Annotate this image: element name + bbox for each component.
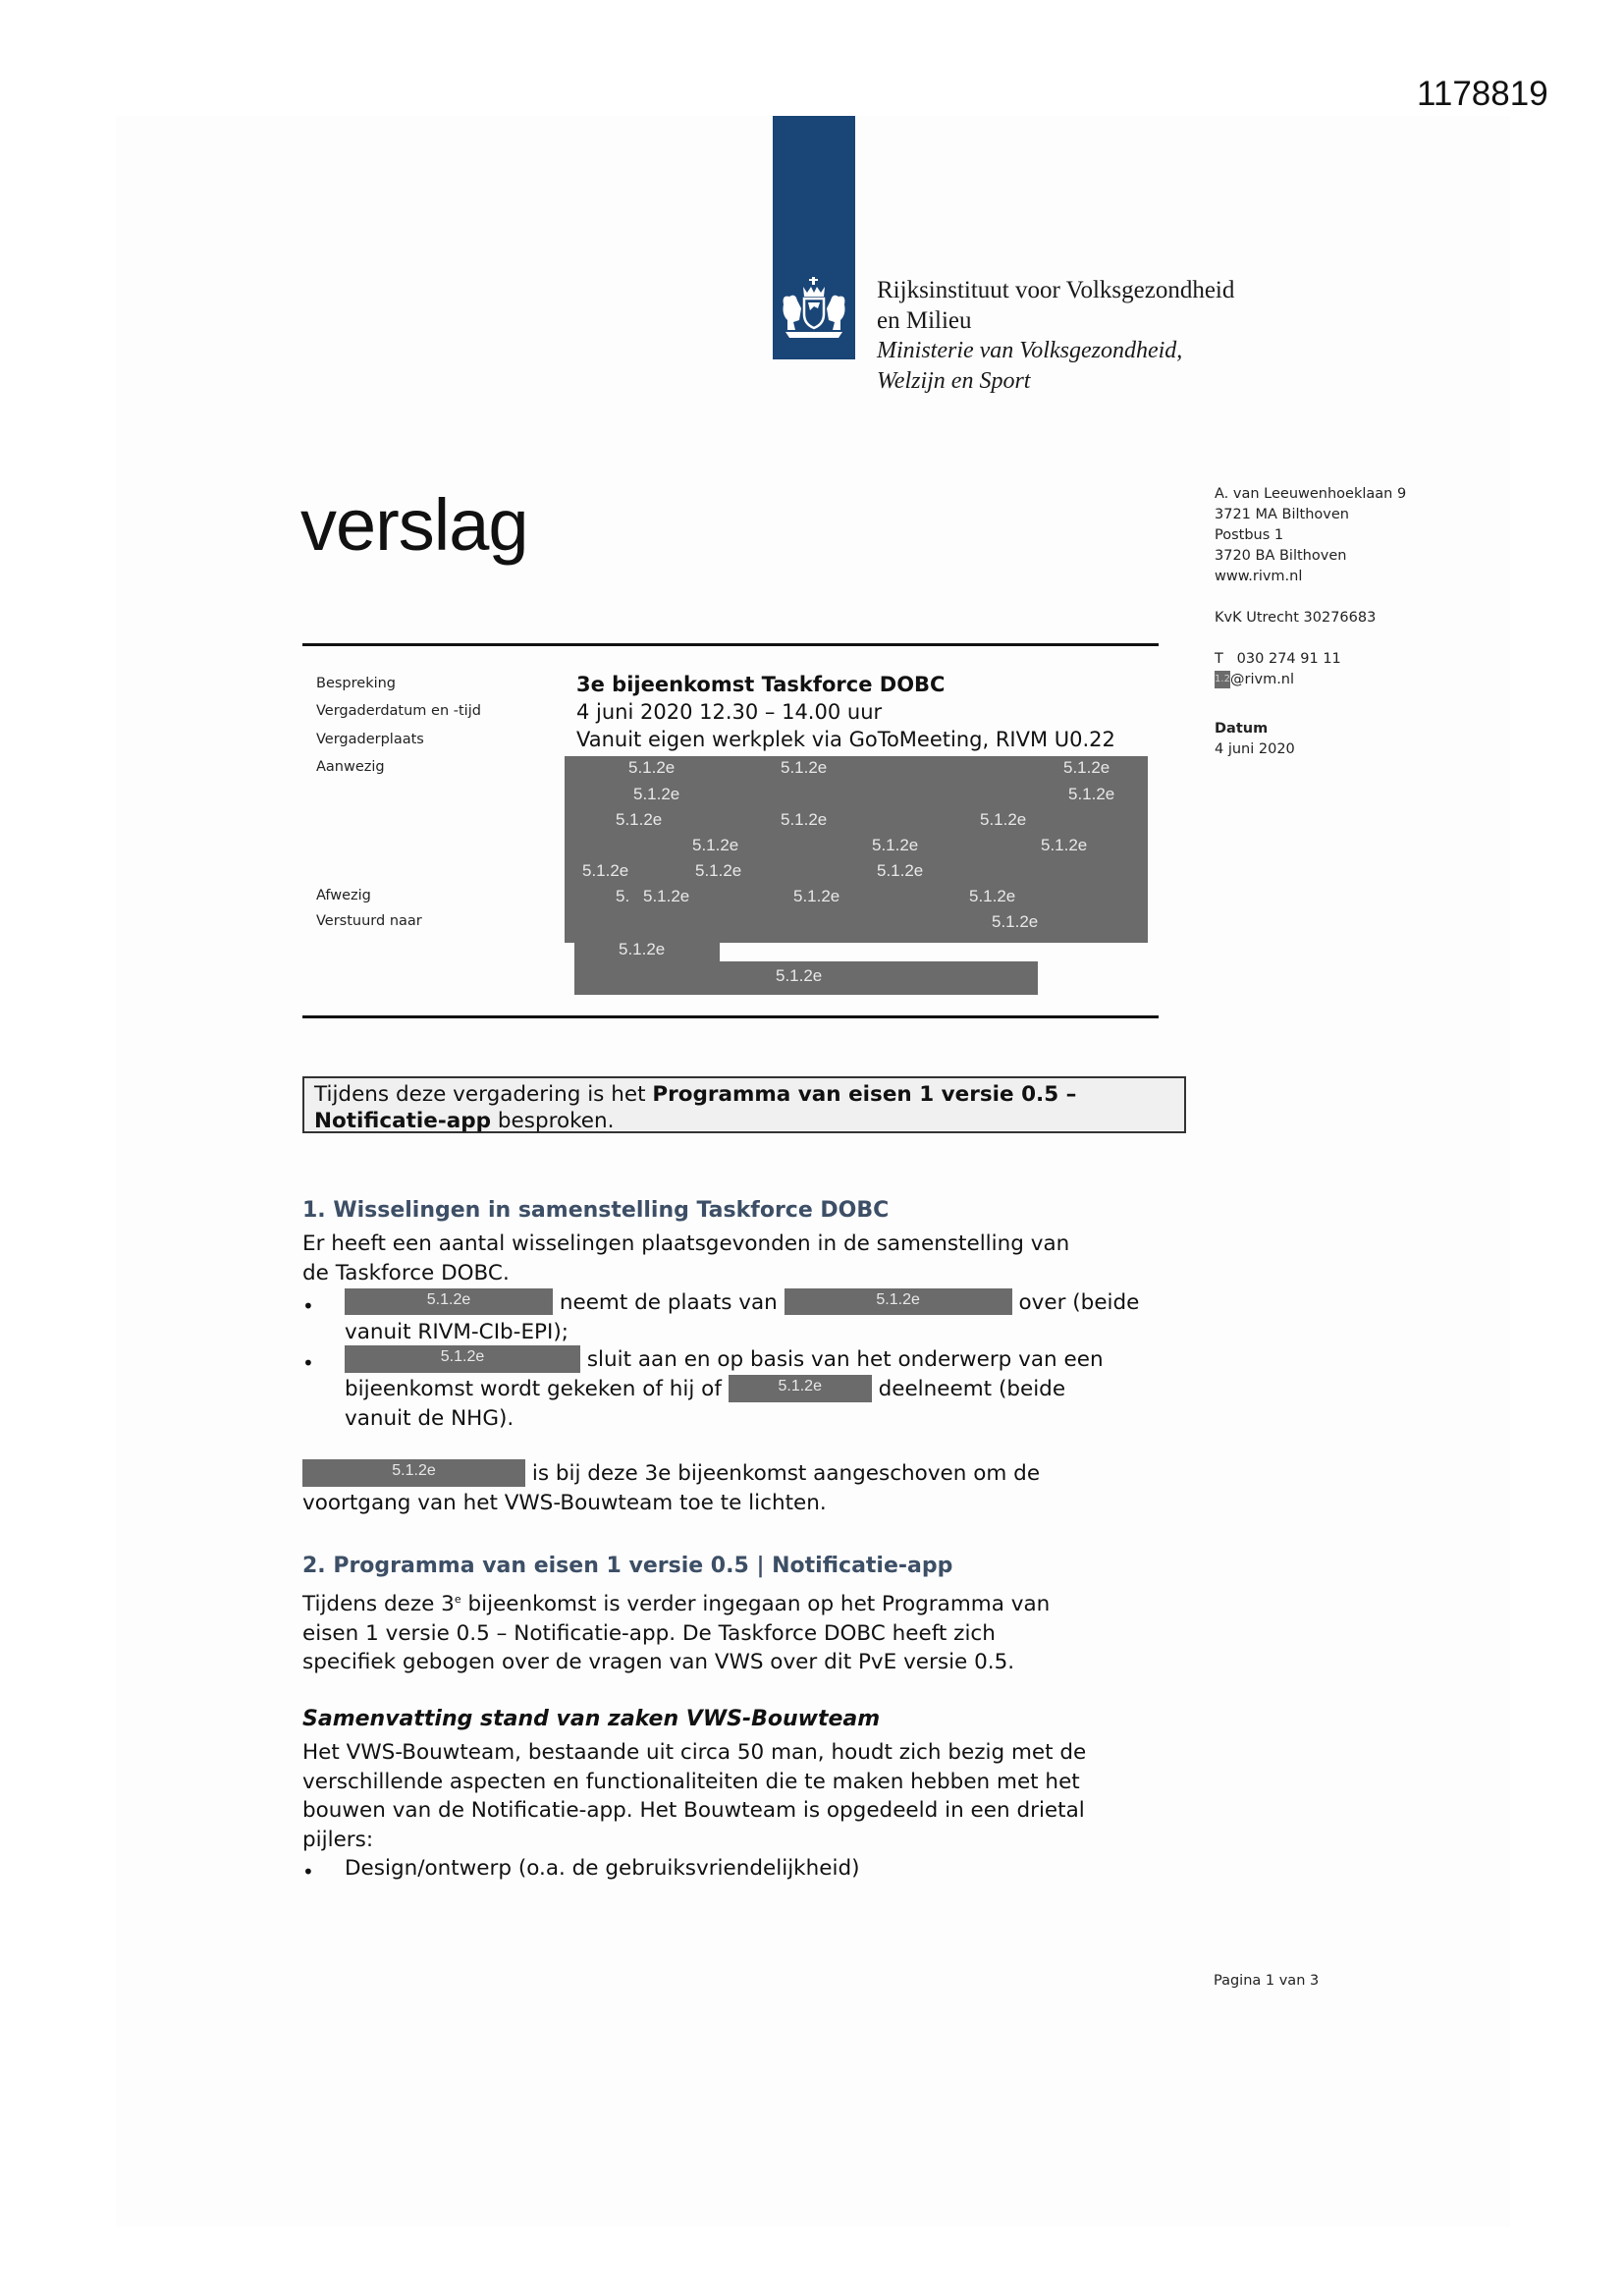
section1-para: 5.1.2e is bij deze 3e bijeenkomst aangeschoven om de	[302, 1459, 1040, 1489]
label-verstuurd: Verstuurd naar	[316, 913, 422, 929]
inline-redaction: 5.1.2e	[785, 1288, 1012, 1315]
section1-heading: 1. Wisselingen in samenstelling Taskforce DOBC	[302, 1198, 890, 1223]
summary-box: Tijdens deze vergadering is het Programma van eisen 1 versie 0.5 – Notificatie-app besproken.	[302, 1076, 1186, 1133]
section3-body: Het VWS-Bouwteam, bestaande uit circa 50 man, houdt zich bezig met de verschillende aspecten en functionaliteiten die te maken hebben met het bouwen van de Notificatie-app. Het Bouwteam is opgedeeld in een drietal pijlers:	[302, 1740, 1087, 1852]
redaction-code: 5.1.2e	[872, 836, 919, 854]
redaction-code: 5.1.2e	[1068, 785, 1115, 803]
section1-para-line2: voortgang van het VWS-Bouwteam toe te lichten.	[302, 1491, 827, 1515]
section3-bullet1: Design/ontwerp (o.a. de gebruiksvriendelijkheid)	[345, 1856, 860, 1881]
address-street: A. van Leeuwenhoeklaan 9	[1215, 486, 1407, 502]
label-aanwezig: Aanwezig	[316, 759, 385, 775]
section3-heading: Samenvatting stand van zaken VWS-Bouwteam	[302, 1707, 881, 1731]
address-postcode: 3721 MA Bilthoven	[1215, 507, 1349, 522]
redaction-code: 5.1.2e	[643, 887, 690, 905]
redaction-code: 5.1.2e	[877, 861, 924, 880]
section2-body: Tijdens deze 3e bijeenkomst is verder ingegaan op het Programma van eisen 1 versie 0.5 – Notificatie-app. De Taskforce DOBC heeft zich specifiek gebogen over de vragen van VWS over dit PvE versie 0.5.	[302, 1592, 1051, 1675]
redaction-code: 5.1.2e	[628, 758, 676, 777]
address-website: www.rivm.nl	[1215, 569, 1303, 584]
redaction-code: 5.1.2e	[793, 887, 840, 905]
meeting-title: 3e bijeenkomst Taskforce DOBC	[576, 673, 946, 696]
redaction-code: 5.1.2e	[781, 810, 828, 829]
redaction-code: 5.1.2e	[633, 785, 680, 803]
email-redaction: 1.2	[1215, 671, 1230, 688]
document-type-title: verslag	[300, 484, 528, 566]
org-name-line2: en Milieu	[877, 307, 972, 334]
section1-bullet2: 5.1.2e sluit aan en op basis van het onderwerp van een	[345, 1345, 1104, 1375]
ministry-line1: Ministerie van Volksgezondheid,	[877, 338, 1183, 363]
address-postbus-city: 3720 BA Bilthoven	[1215, 548, 1347, 564]
document-number: 1178819	[1417, 75, 1548, 113]
bottom-divider	[302, 1015, 1159, 1018]
label-plaats: Vergaderplaats	[316, 732, 424, 747]
redaction-code: 5.1.2e	[582, 861, 629, 880]
redaction-code: 5.1.2e	[969, 887, 1016, 905]
inline-redaction: 5.1.2e	[345, 1345, 580, 1373]
redaction-code: 5.1.2e	[695, 861, 742, 880]
address-postbus: Postbus 1	[1215, 527, 1284, 543]
page-number: Pagina 1 van 3	[1214, 1973, 1320, 1989]
section1-bullet2-line3: vanuit de NHG).	[345, 1406, 514, 1431]
bullet-icon: •	[302, 1860, 314, 1884]
redaction-code: 5.1.2e	[992, 912, 1039, 931]
redaction-code: 5.1.2e	[619, 940, 666, 958]
redaction-code-partial: 5.	[616, 887, 630, 905]
redaction-code: 5.1.2e	[692, 836, 739, 854]
address-phone: T 030 274 91 11	[1215, 651, 1341, 667]
redaction-code: 5.1.2e	[1063, 758, 1110, 777]
label-datum-tijd: Vergaderdatum en -tijd	[316, 703, 481, 719]
section1-bullet1-cont: vanuit RIVM-CIb-EPI);	[345, 1320, 568, 1344]
bullet-icon: •	[302, 1351, 314, 1375]
page-scan-area	[116, 116, 1510, 2227]
address-block	[1215, 484, 1406, 760]
meeting-location: Vanuit eigen werkplek via GoToMeeting, RIVM U0.22	[576, 728, 1115, 751]
inline-redaction: 5.1.2e	[302, 1459, 525, 1487]
coat-of-arms-icon	[778, 275, 850, 344]
redaction-code: 5.1.2e	[980, 810, 1027, 829]
inline-redaction: 5.1.2e	[345, 1288, 553, 1315]
date-value: 4 juni 2020	[1215, 741, 1295, 757]
meeting-datetime: 4 juni 2020 12.30 – 14.00 uur	[576, 700, 883, 724]
address-email: 1.2@rivm.nl	[1215, 672, 1295, 687]
org-name-line1: Rijksinstituut voor Volksgezondheid	[877, 277, 1235, 303]
redaction-code: 5.1.2e	[1041, 836, 1088, 854]
section1-intro: Er heeft een aantal wisselingen plaatsgevonden in de samenstelling van de Taskforce DOBC.	[302, 1231, 1070, 1285]
redaction-code: 5.1.2e	[776, 966, 823, 985]
inline-redaction: 5.1.2e	[729, 1375, 872, 1402]
section1-bullet2-line2: bijeenkomst wordt gekeken of hij of 5.1.2e deelneemt (beide	[345, 1377, 1066, 1401]
top-divider	[302, 643, 1159, 646]
section2-heading: 2. Programma van eisen 1 versie 0.5 | Notificatie-app	[302, 1554, 953, 1578]
label-afwezig: Afwezig	[316, 888, 371, 903]
label-bespreking: Bespreking	[316, 676, 397, 691]
date-label: Datum	[1215, 721, 1269, 737]
section1-bullet1: 5.1.2e neemt de plaats van 5.1.2e over (beide	[345, 1288, 1139, 1318]
ministry-line2: Welzijn en Sport	[877, 368, 1031, 394]
logo-wordmark	[877, 275, 1234, 397]
address-kvk: KvK Utrecht 30276683	[1215, 610, 1377, 626]
bullet-icon: •	[302, 1294, 314, 1318]
redaction-code: 5.1.2e	[616, 810, 663, 829]
redaction-code: 5.1.2e	[781, 758, 828, 777]
